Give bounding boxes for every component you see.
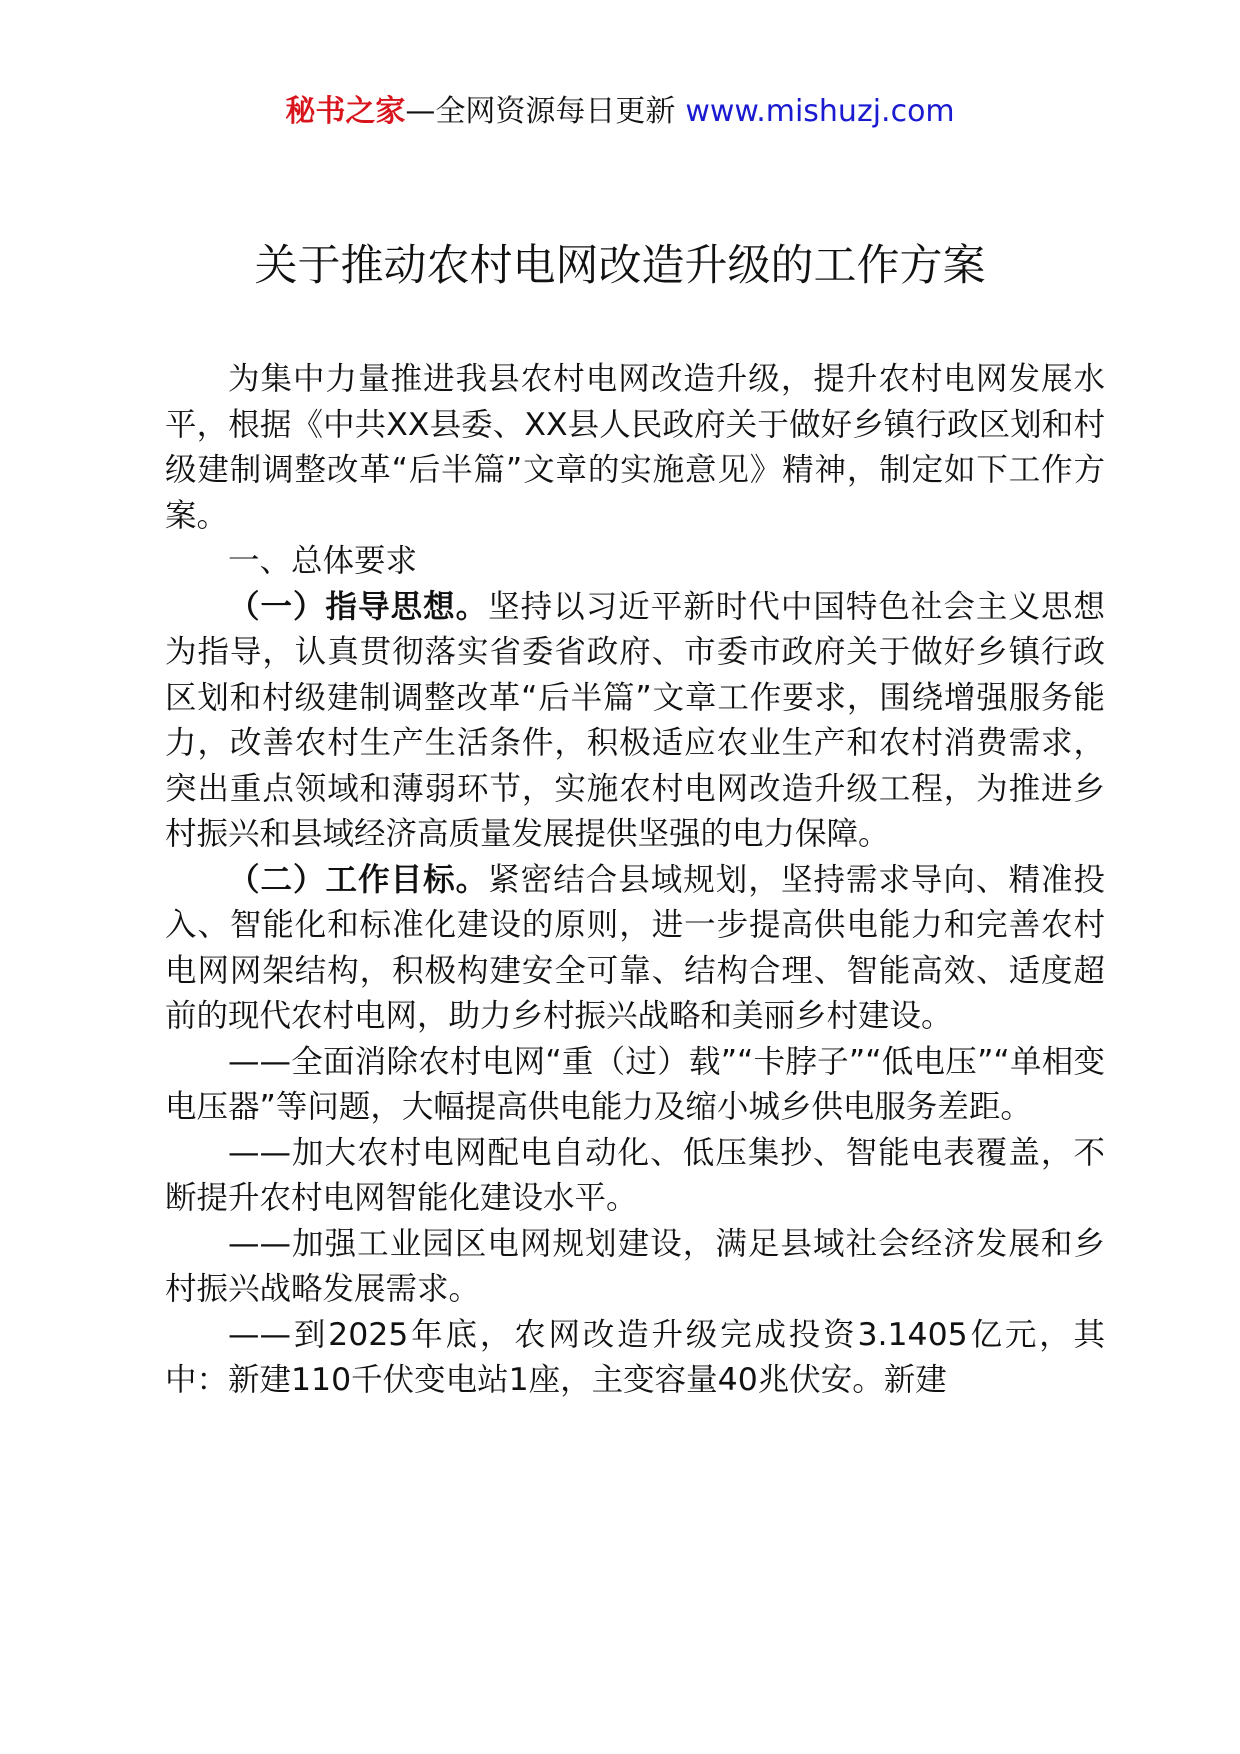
site-header — [0, 92, 1240, 132]
document-title: 关于推动农村电网改造升级的工作方案 — [254, 241, 986, 291]
document-body — [165, 357, 1105, 1404]
intro-paragraph: 为集中力量推进我县农村电网改造升级，提升农村电网发展水平，根据《中共XX县委、XX县人民政府关于做好乡镇行政区划和村级建制调整改革“后半篇”文章的实施意见》精神，制定如下工作方案。 — [165, 361, 1105, 534]
site-brand: 秘书之家 — [285, 94, 406, 129]
goal-item-3: ——加强工业园区电网规划建设，满足县域社会经济发展和乡村振兴战略发展需求。 — [165, 1225, 1105, 1307]
goal-item-2: ——加大农村电网配电自动化、低压集抄、智能电表覆盖，不断提升农村电网智能化建设水平。 — [165, 1134, 1105, 1216]
goal-item-4: ——到2025年底，农网改造升级完成投资3.1405亿元，其中：新建110千伏变电站1座，主变容量40兆伏安。新建 — [165, 1316, 1105, 1398]
work-goal-paragraph — [165, 858, 1105, 1040]
site-url-link[interactable]: www.mishuzj.com — [685, 94, 955, 129]
site-tagline: —全网资源每日更新 — [405, 94, 676, 129]
section-heading-overall-requirements: 一、总体要求 — [228, 543, 418, 579]
guiding-ideology-text: 坚持以习近平新时代中国特色社会主义思想为指导，认真贯彻落实省委省政府、市委市政府关于做好乡镇行政区划和村级建制调整改革“后半篇”文章工作要求，围绕增强服务能力，改善农村生产生活条件，积极适应农业生产和农村消费需求，突出重点领域和薄弱环节，实施农村电网改造升级工程，为推进乡村振兴和县域经济高质量发展提供坚强的电力保障。 — [165, 588, 1105, 852]
work-goal-text: 紧密结合县域规划，坚持需求导向、精准投入、智能化和标准化建设的原则，进一步提高供电能力和完善农村电网网架结构，积极构建安全可靠、结构合理、智能高效、适度超前的现代农村电网，助力乡村振兴战略和美丽乡村建设。 — [165, 861, 1105, 1034]
guiding-ideology-paragraph — [165, 585, 1105, 858]
guiding-ideology-label: （一）指导思想。 — [228, 588, 489, 625]
work-goal-label: （二）工作目标。 — [228, 861, 489, 898]
goal-item-1: ——全面消除农村电网“重（过）载”“卡脖子”“低电压”“单相变电压器”等问题，大幅提高供电能力及缩小城乡供电服务差距。 — [165, 1043, 1105, 1125]
